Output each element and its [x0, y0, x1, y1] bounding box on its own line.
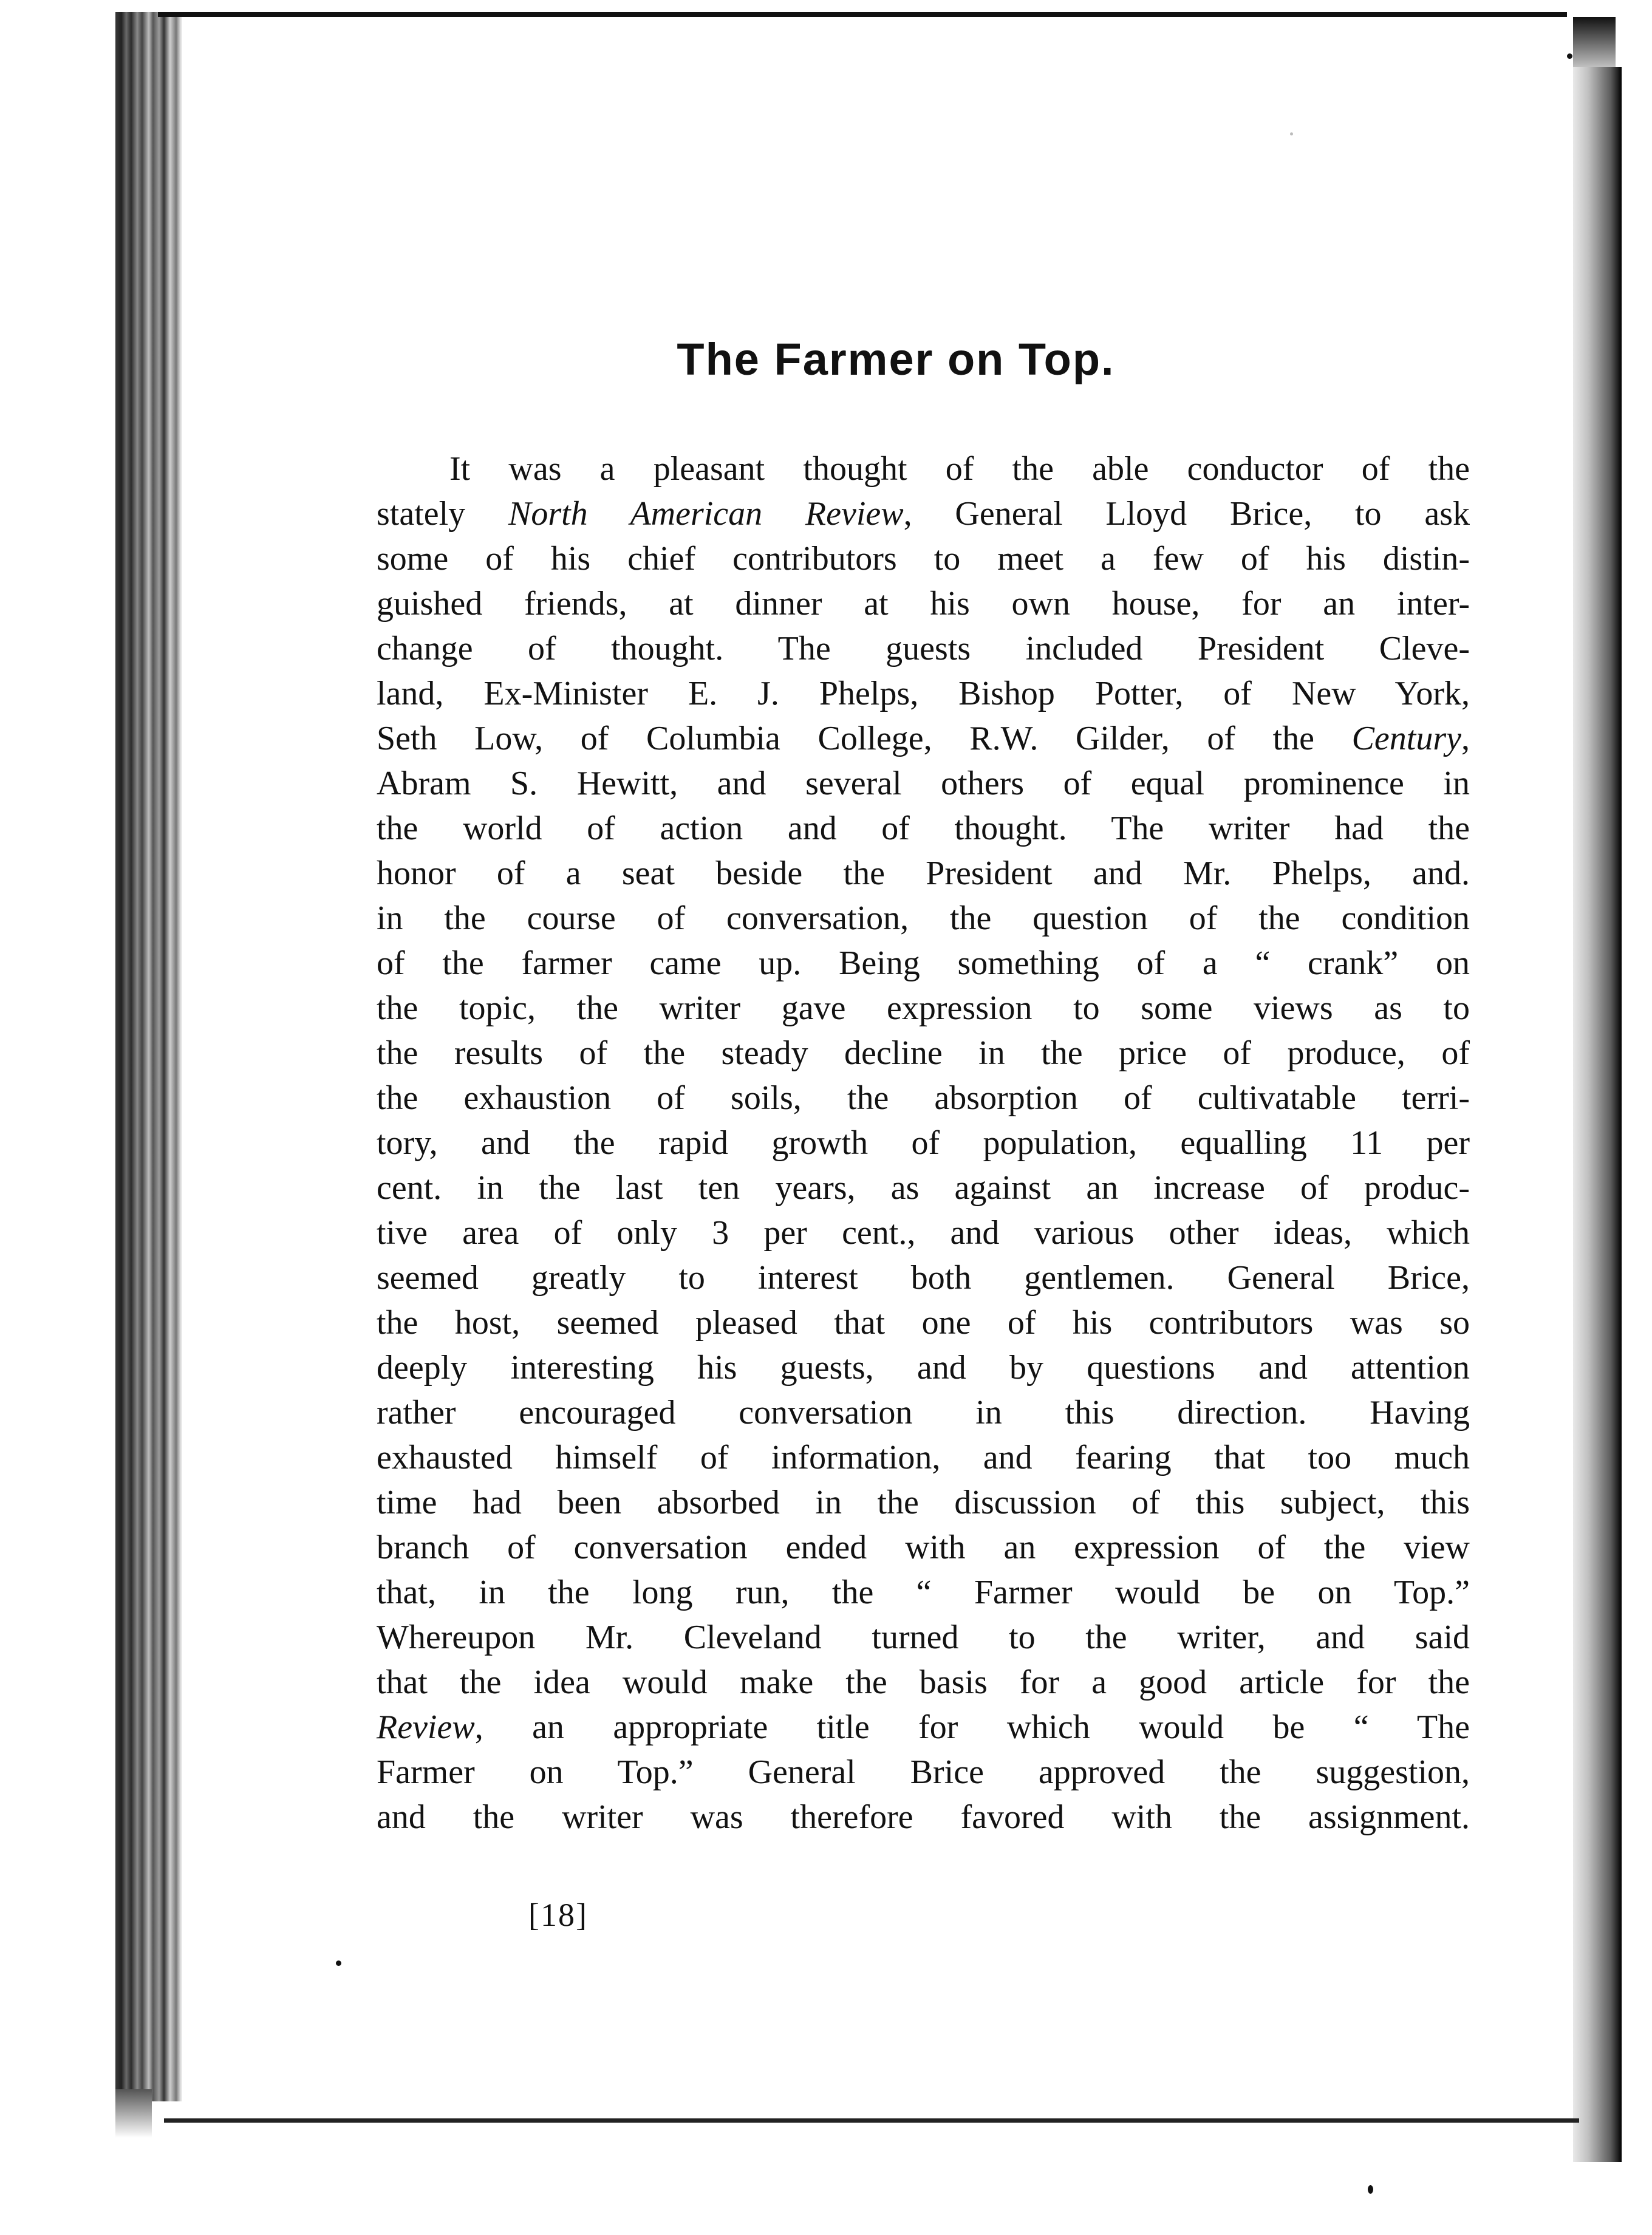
text-line: the results of the steady decline in the price of produce, of [377, 1034, 1470, 1072]
text-line: exhausted himself of information, and fearing that too much [377, 1439, 1470, 1476]
text-line: and the writer was therefore favored with the assignment. [377, 1798, 1470, 1836]
text-line: Whereupon Mr. Cleveland turned to the writer, and said [377, 1619, 1470, 1656]
page-title-text: The Farmer on Top. [677, 334, 1115, 384]
text-line: the world of action and of thought. The writer had the [377, 810, 1470, 847]
text-line: the topic, the writer gave expression to some views as to [377, 989, 1470, 1027]
text-line: time had been absorbed in the discussion of this subject, this [377, 1484, 1470, 1521]
text-line: honor of a seat beside the President and Mr. Phelps, and. [377, 855, 1470, 892]
text-line: stately North American Review, General Lloyd Brice, to ask [377, 495, 1470, 533]
text-line: cent. in the last ten years, as against an increase of produc- [377, 1169, 1470, 1207]
text-line: tive area of only 3 per cent., and various other ideas, which [377, 1214, 1470, 1252]
page-top-edge [158, 12, 1567, 17]
text-line: guished friends, at dinner at his own house, for an inter- [377, 585, 1470, 623]
text-line: seemed greatly to interest both gentlemen. General Brice, [377, 1259, 1470, 1297]
page-title [182, 334, 1567, 384]
text-line: in the course of conversation, the question of the condition [377, 899, 1470, 937]
text-line: Farmer on Top.” General Brice approved the suggestion, [377, 1753, 1470, 1791]
body-text [377, 446, 1470, 1840]
book-edge-right-top [1573, 17, 1616, 72]
text-line: the host, seemed pleased that one of his contributors was so [377, 1304, 1470, 1342]
text-line: change of thought. The guests included President Cleve- [377, 630, 1470, 667]
book-binding-left-edge [115, 12, 185, 2101]
scan-speck [1368, 2185, 1373, 2194]
text-line: that, in the long run, the “ Farmer would be on Top.” [377, 1574, 1470, 1611]
text-line: It was a pleasant thought of the able conductor of the [449, 450, 1470, 488]
scan-speck [1567, 53, 1572, 59]
text-line: land, Ex-Minister E. J. Phelps, Bishop Potter, of New York, [377, 675, 1470, 712]
text-line: the exhaustion of soils, the absorption of cultivatable terri- [377, 1079, 1470, 1117]
book-binding-left-corner [115, 2089, 152, 2138]
text-line: some of his chief contributors to meet a few of his distin- [377, 540, 1470, 578]
text-line: tory, and the rapid growth of population, equalling 11 per [377, 1124, 1470, 1162]
page-bottom-edge [164, 2118, 1579, 2123]
text-line: that the idea would make the basis for a good article for the [377, 1663, 1470, 1701]
scan-speck [336, 1960, 341, 1966]
text-line: of the farmer came up. Being something of a “ crank” on [377, 944, 1470, 982]
scan-speck [1290, 132, 1293, 135]
text-line: Seth Low, of Columbia College, R.W. Gilder, of the Century, [377, 720, 1470, 757]
page-number: [18] [528, 1897, 588, 1933]
text-line: branch of conversation ended with an expression of the view [377, 1529, 1470, 1566]
text-line: deeply interesting his guests, and by questions and attention [377, 1349, 1470, 1387]
text-line: Review, an appropriate title for which would be “ The [377, 1708, 1470, 1746]
text-line: rather encouraged conversation in this direction. Having [377, 1394, 1470, 1431]
book-edge-right [1573, 67, 1622, 2162]
text-line: Abram S. Hewitt, and several others of equal prominence in [377, 765, 1470, 802]
